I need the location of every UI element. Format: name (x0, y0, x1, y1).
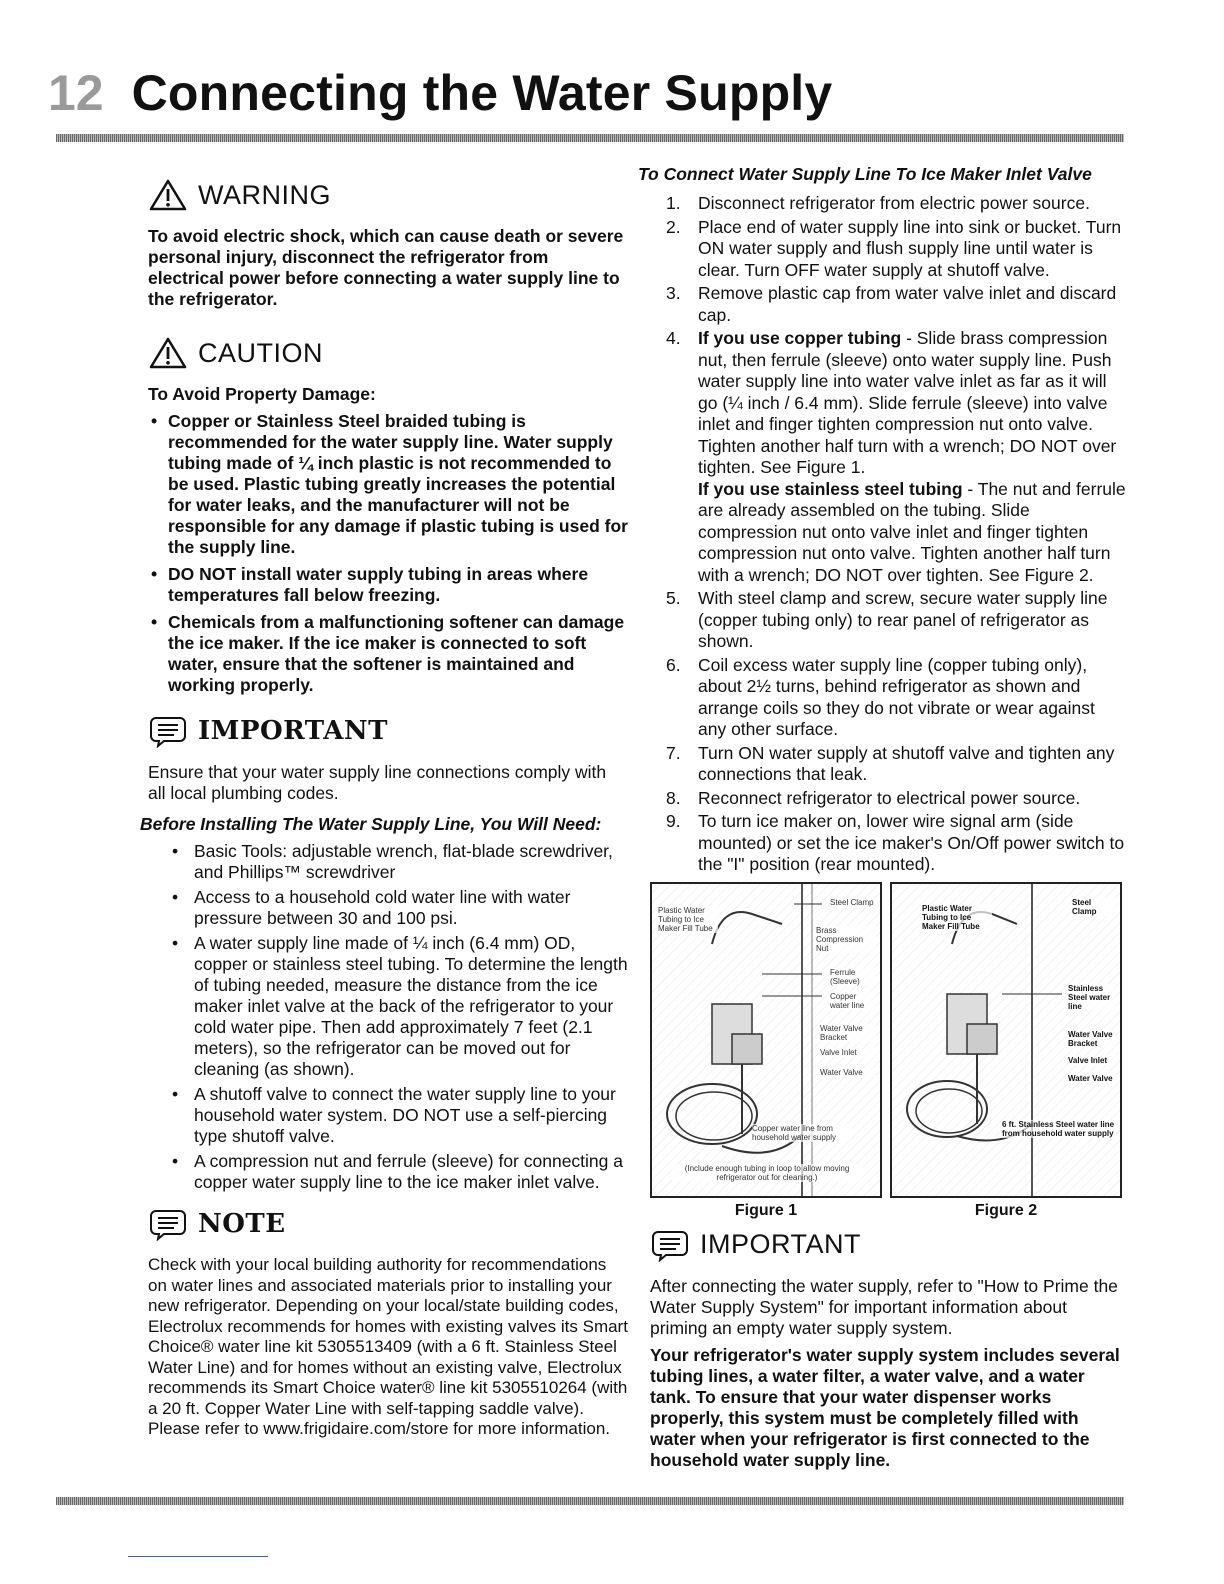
figure-2-label: Water Valve Bracket (1068, 1030, 1116, 1048)
important-bold-2: Your refrigerator's water supply system includes several tubing lines, a water filter, a water valve, and a water tank. To ensure that your water dispenser works properly, this system must be completely filled with water when your refrigerator is first connected to the household water supply line. (650, 1344, 1120, 1470)
figure-1-label: Water Valve (820, 1068, 876, 1077)
step-text: Reconnect refrigerator to electrical power source. (698, 787, 1081, 808)
figure-1-label: Copper water line (830, 992, 876, 1010)
warning-label: WARNING (198, 179, 331, 210)
step-item (650, 788, 1126, 810)
step-text-copper (698, 328, 1126, 479)
top-divider (56, 134, 1124, 142)
left-column (140, 178, 628, 1440)
step-text: To turn ice maker on, lower wire signal arm (side mounted) or set the ice maker's On/Off power switch to the "I" position (rear mounted). (698, 811, 1125, 874)
note-icon (148, 714, 188, 748)
step-number: 3. (666, 283, 681, 303)
step-item (650, 328, 1126, 586)
figure-1-label: Water Valve Bracket (820, 1024, 876, 1042)
step-bold-copper: If you use copper tubing (698, 328, 902, 348)
step-item (650, 193, 1126, 215)
step-stainless-detail: - The nut and ferrule are already assembled on the tubing. Slide compression nut onto valve inlet and finger tighten compression nut onto valve. Tighten another half turn with a wrench; DO NOT over tighten. See Figure 2. (698, 478, 1126, 585)
important-label-2: IMPORTANT (700, 1229, 862, 1259)
connect-steps (650, 193, 1126, 876)
caution-label: CAUTION (198, 337, 323, 368)
figure-2-label: Plastic Water Tubing to Ice Maker Fill Tube (922, 904, 992, 931)
note-label: NOTE (198, 1209, 286, 1239)
before-heading: Before Installing The Water Supply Line, You Will Need: (140, 814, 602, 834)
note-icon (148, 1207, 188, 1241)
step-item (650, 655, 1126, 741)
page-title: Connecting the Water Supply (131, 65, 833, 121)
step-number: 6. (666, 654, 681, 675)
step-text: Turn ON water supply at shutoff valve and tighten any connections that leak. (698, 742, 1115, 784)
caution-subhead: To Avoid Property Damage: (148, 384, 376, 404)
warning-icon (148, 178, 188, 212)
caution-icon (148, 336, 188, 370)
note-header (148, 1207, 628, 1241)
important-header (148, 714, 628, 748)
step-item (650, 588, 1126, 653)
before-item: • Access to a household cold water line with water pressure between 30 and 100 psi. (172, 887, 628, 929)
page-number: 12 (48, 65, 104, 121)
step-item (650, 811, 1126, 876)
step-number: 7. (666, 742, 681, 763)
caution-bullet: • Chemicals from a malfunctioning softener can damage the ice maker. If the ice maker is connected to soft water, ensure that the softener is maintained and working properly. (148, 612, 628, 696)
before-item: • A shutoff valve to connect the water supply line to your household water system. DO NOT use a self-piercing type shutoff valve. (172, 1084, 628, 1147)
step-item (650, 743, 1126, 786)
figure-1-label: Valve Inlet (820, 1048, 876, 1057)
caution-list (148, 411, 628, 696)
page-header (48, 64, 832, 122)
figure-2 (890, 882, 1122, 1220)
figure-1 (650, 882, 882, 1220)
step-copper-detail: - Slide brass compression nut, then ferrule (sleeve) onto water supply line. Push water supply line into water valve inlet as far as it will go (¼ inch / 6.4 mm). Slide ferrule (sleeve) into valve inlet and finger tighten compression nut onto valve. Tighten another half turn with a wrench; DO NOT over tighten. See Figure 1. (698, 328, 1117, 477)
figure-1-label: Brass Compression Nut (816, 926, 876, 953)
bottom-divider (56, 1497, 1124, 1505)
caution-header (148, 336, 628, 370)
step-text: Coil excess water supply line (copper tubing only), about 2½ turns, behind refrigerator as shown and arrange coils so they do not vibrate or wear against any other surface. (698, 654, 1095, 739)
figure-2-label: Water Valve (1068, 1074, 1116, 1083)
warning-header (148, 178, 628, 212)
before-item: • Basic Tools: adjustable wrench, flat-blade screwdriver, and Phillips™ screwdriver (172, 841, 628, 883)
important-text-2: After connecting the water supply, refer to "How to Prime the Water Supply System" for important information about priming an empty water supply system. (650, 1275, 1118, 1338)
step-number: 2. (666, 216, 681, 237)
step-text: Disconnect refrigerator from electric power source. (698, 193, 1090, 213)
step-item (650, 283, 1126, 326)
figure-2-label: Stainless Steel water line (1068, 984, 1116, 1011)
before-item: • A water supply line made of ¼ inch (6.4 mm) OD, copper or stainless steel tubing. To determine the length of tubing needed, measure the distance from the ice maker inlet valve at the back of the refrigerator to your cold water pipe. Then add approximately 7 feet (2.1 meters), so the refrigerator can be moved out for cleaning (as shown). (172, 933, 628, 1080)
step-item (650, 217, 1126, 282)
step-text: With steel clamp and screw, secure water supply line (copper tubing only) to rear panel of refrigerator as shown. (698, 588, 1108, 651)
figure-1-label: Copper water line from household water supply (752, 1124, 852, 1142)
step-text: Remove plastic cap from water valve inlet and discard cap. (698, 283, 1117, 325)
footer-underline (128, 1556, 268, 1557)
figure-2-caption: Figure 2 (974, 1201, 1038, 1219)
note-text: Check with your local building authority for recommendations on water lines and associated materials prior to installing your new refrigerator. Depending on your local/state building codes, Electrolux recommends for homes with existing valves its Smart Choice® water line kit 5305513409 (with a 6 ft. Stainless Steel Water Line) and for homes without an existing valve, Electrolux recommends its Smart Choice water® line kit 5305510264 (with a 20 ft. Copper Water Line with self-tapping saddle valve). Please refer to www.frigidaire.com/store for more information. (148, 1255, 628, 1438)
figure-1-label: Plastic Water Tubing to Ice Maker Fill Tube (658, 906, 718, 933)
before-list (148, 841, 628, 1193)
step-number: 9. (666, 811, 681, 831)
figure-1-label: Ferrule (Sleeve) (830, 968, 876, 986)
figures (650, 882, 1126, 1220)
important-header-2 (650, 1228, 1126, 1262)
right-column (638, 164, 1126, 1471)
figure-1-illustration (650, 882, 882, 1198)
step-bold-stainless: If you use stainless steel tubing (698, 478, 963, 499)
important-label: IMPORTANT (198, 716, 389, 746)
figure-2-illustration (890, 882, 1122, 1198)
figure-1-caption: Figure 1 (734, 1201, 798, 1219)
figure-2-label: Steel Clamp (1072, 898, 1116, 916)
step-number: 4. (666, 328, 681, 348)
connect-heading: To Connect Water Supply Line To Ice Maker Inlet Valve (638, 164, 1092, 184)
before-item: • A compression nut and ferrule (sleeve) for connecting a copper water supply line to the ice maker inlet valve. (172, 1151, 628, 1193)
step-number: 1. (666, 193, 681, 213)
step-number: 8. (666, 787, 681, 808)
figure-2-label: 6 ft. Stainless Steel water line from household water supply (1002, 1119, 1115, 1138)
step-text: Place end of water supply line into sink or bucket. Turn ON water supply and flush supply line until water is clear. Turn OFF water supply at shutoff valve. (698, 216, 1122, 280)
note-icon (650, 1228, 690, 1262)
caution-bullet: • Copper or Stainless Steel braided tubing is recommended for the water supply line. Water supply tubing made of ¼ inch plastic is not recommended to be used. Plastic tubing greatly increases the potential for water leaks, and the manufacturer will not be responsible for any damage if plastic tubing is used for the supply line. (148, 411, 628, 558)
figure-1-label: (Include enough tubing in loop to allow moving refrigerator out for cleaning.) (672, 1164, 862, 1182)
caution-bullet: • DO NOT install water supply tubing in areas where temperatures fall below freezing. (148, 564, 628, 606)
step-number: 5. (666, 588, 681, 608)
step-text-stainless (698, 479, 1126, 587)
figure-1-label: Steel Clamp (830, 898, 876, 907)
important-text: Ensure that your water supply line connections comply with all local plumbing codes. (148, 762, 607, 803)
figure-2-label: Valve Inlet (1068, 1056, 1116, 1065)
warning-text: To avoid electric shock, which can cause death or severe personal injury, disconnect the refrigerator from electrical power before connecting a water supply line to the refrigerator. (148, 226, 624, 309)
